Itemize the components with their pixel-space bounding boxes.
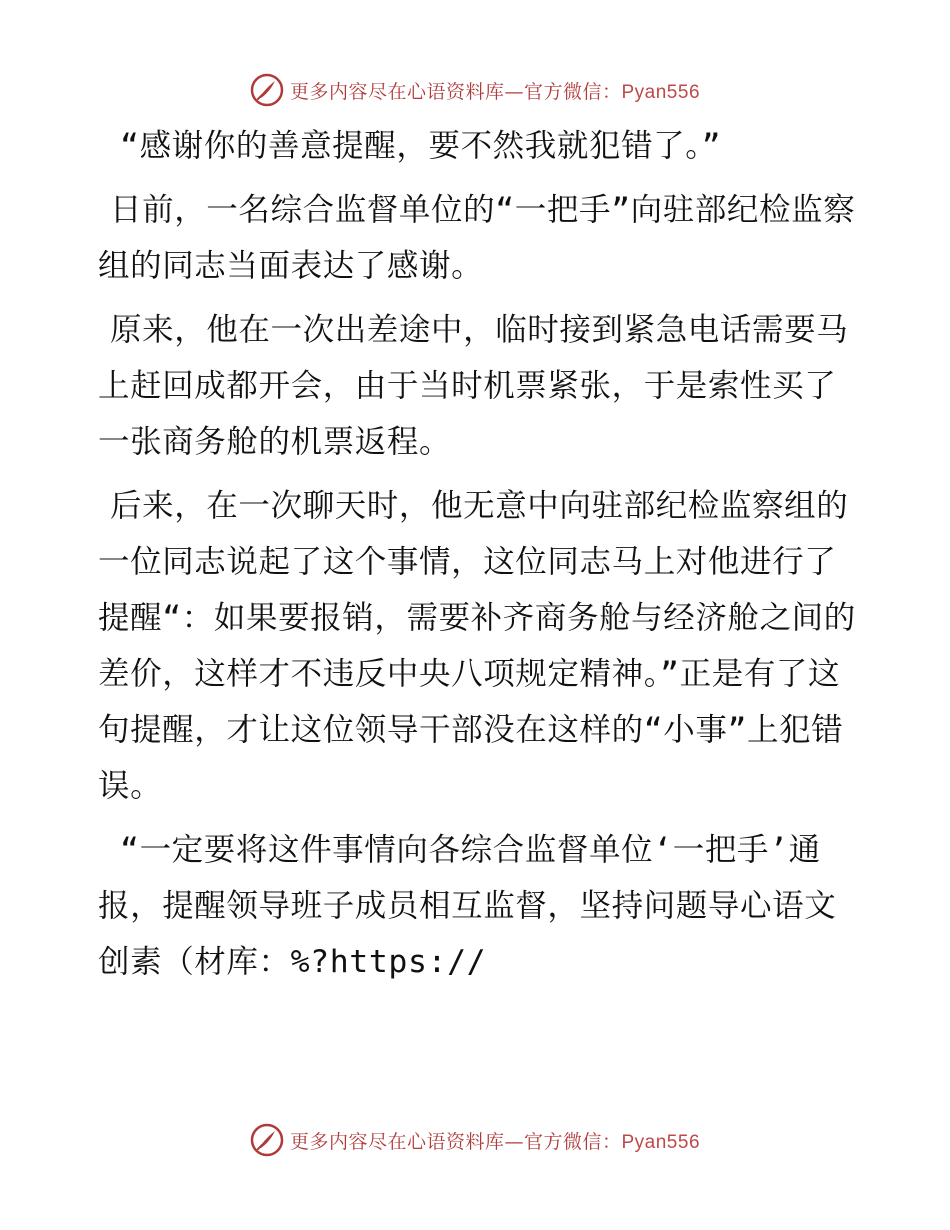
- paragraph-1: “感谢你的善意提醒，要不然我就犯错了。”: [120, 128, 722, 164]
- paragraph-2: 日前，一名综合监督单位的“一把手”向驻部纪检监察组的同志当面表达了感谢。: [98, 192, 856, 284]
- quill-ink-logo-icon: [250, 1123, 284, 1157]
- paragraph-5: “一定要将这件事情向各综合监督单位‘一把手’通报，提醒领导班子成员相互监督，坚持问题导心语文创素（材库：%?https://: [98, 832, 837, 980]
- document-body: [98, 118, 858, 998]
- footer-banner-text: 更多内容尽在心语资料库—官方微信：Pyan556: [289, 1130, 701, 1153]
- header-banner-text: 更多内容尽在心语资料库—官方微信：Pyan556: [289, 80, 701, 103]
- quill-ink-logo-icon: [250, 73, 284, 107]
- footer-banner: [0, 1120, 950, 1160]
- header-wechat-id: Pyan556: [621, 81, 701, 103]
- paragraph-4: 后来，在一次聊天时，他无意中向驻部纪检监察组的一位同志说起了这个事情，这位同志马上对他进行了提醒“：如果要报销，需要补齐商务舱与经济舱之间的差价，这样才不违反中央八项规定精神。”正是有了这句提醒，才让这位领导干部没在这样的“小事”上犯错误。: [98, 488, 856, 804]
- header-banner: [0, 70, 950, 110]
- paragraph-3: 原来，他在一次出差途中，临时接到紧急电话需要马上赶回成都开会，由于当时机票紧张，于是索性买了一张商务舱的机票返程。: [98, 312, 849, 460]
- footer-wechat-id: Pyan556: [621, 1131, 701, 1153]
